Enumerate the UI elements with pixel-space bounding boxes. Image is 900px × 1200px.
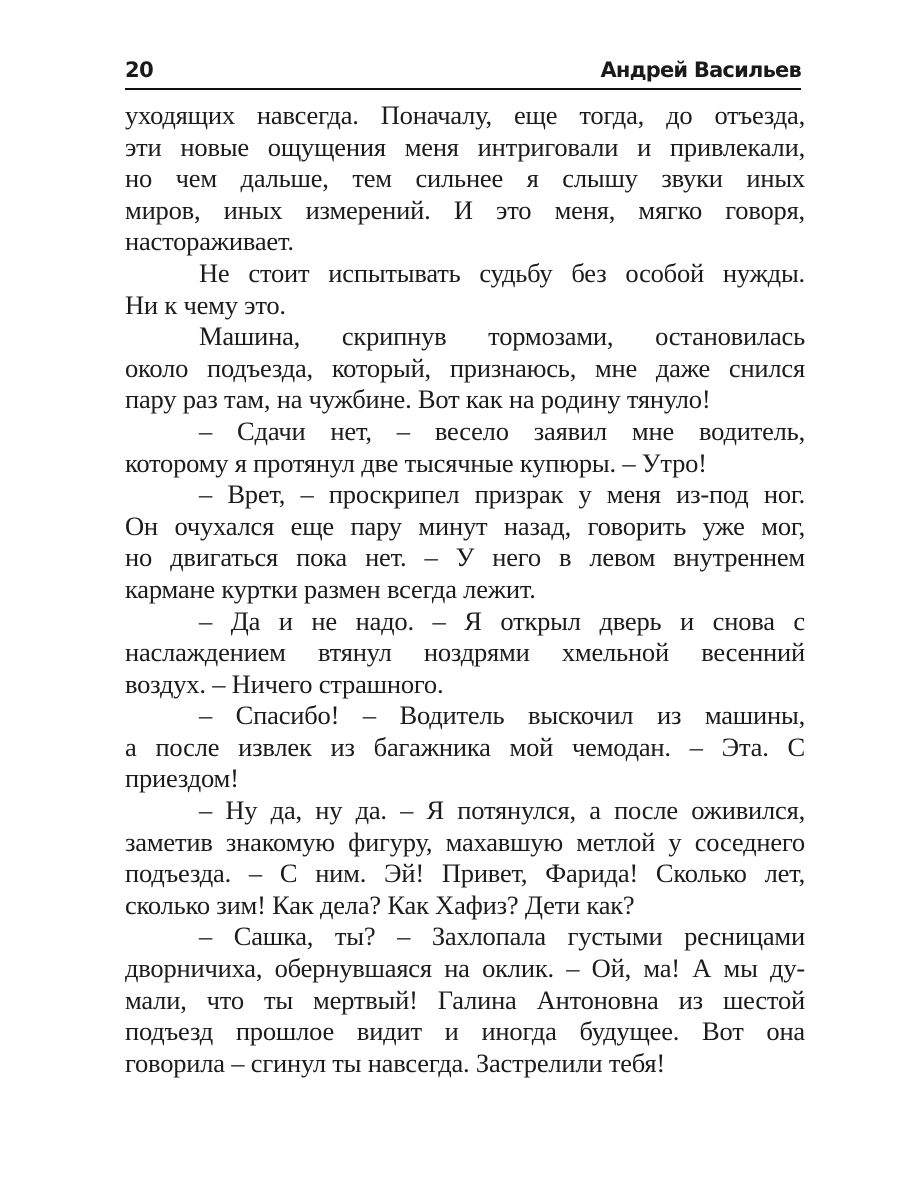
text-line: около подъезда, который, признаюсь, мне даже снился (125, 352, 805, 383)
text-line: настораживает. (125, 226, 294, 257)
body-text (125, 100, 805, 1079)
text-line: – Ну да, ну да. – Я потянулся, а после оживился, (199, 795, 805, 826)
page-number: 20 (125, 58, 154, 82)
text-line: говорила – сгинул ты навсегда. Застрелили тебя! (125, 1047, 666, 1078)
text-line: – Сдачи нет, – весело заявил мне водитель, (199, 415, 805, 446)
header-rule (125, 88, 801, 90)
text-line: но чем дальше, тем сильнее я слышу звуки иных (125, 163, 805, 194)
running-head-author: Андрей Васильев (600, 58, 801, 82)
text-line: но двигаться пока нет. – У него в левом внутреннем (125, 542, 805, 573)
text-line: Ни к чему это. (125, 289, 286, 320)
text-line: эти новые ощущения меня интриговали и привлекали, (125, 131, 805, 162)
text-line: – Спасибо! – Водитель выскочил из машины, (199, 700, 805, 731)
text-line: Машина, скрипнув тормозами, остановилась (199, 321, 805, 352)
text-line: мали, что ты мертвый! Галина Антоновна из шестой (125, 984, 805, 1015)
text-line: – Сашка, ты? – Захлопала густыми ресницами (199, 921, 805, 952)
text-line: подъезда. – С ним. Эй! Привет, Фарида! Сколько лет, (125, 858, 805, 889)
text-line: воздух. – Ничего страшного. (125, 668, 444, 699)
text-line: сколько зим! Как дела? Как Хафиз? Дети как? (125, 889, 635, 920)
text-line: Не стоит испытывать судьбу без особой нужды. (199, 257, 805, 288)
page-header (125, 58, 801, 84)
text-line: кармане куртки размен всегда лежит. (125, 573, 536, 604)
text-line: приездом! (125, 763, 239, 794)
text-line: дворничиха, обернувшаяся на оклик. – Ой, ма! А мы ду- (125, 953, 805, 984)
text-line: подъезд прошлое видит и иногда будущее. Вот она (125, 1016, 805, 1047)
text-line: – Да и не надо. – Я открыл дверь и снова с (199, 605, 805, 636)
text-line: которому я протянул две тысячные купюры. – Утро! (125, 447, 707, 478)
text-line: – Врет, – проскрипел призрак у меня из-под ног. (199, 479, 805, 510)
text-line: наслаждением втянул ноздрями хмельной весенний (125, 637, 805, 668)
text-line: а после извлек из багажника мой чемодан. – Эта. С (125, 731, 805, 762)
text-line: миров, иных измерений. И это меня, мягко говоря, (125, 194, 805, 225)
text-line: пару раз там, на чужбине. Вот как на родину тянуло! (125, 384, 711, 415)
text-line: заметив знакомую фигуру, махавшую метлой у соседнего (125, 826, 805, 857)
text-line: Он очухался еще пару минут назад, говорить уже мог, (125, 510, 805, 541)
text-line: уходящих навсегда. Поначалу, еще тогда, до отъезда, (125, 100, 805, 130)
